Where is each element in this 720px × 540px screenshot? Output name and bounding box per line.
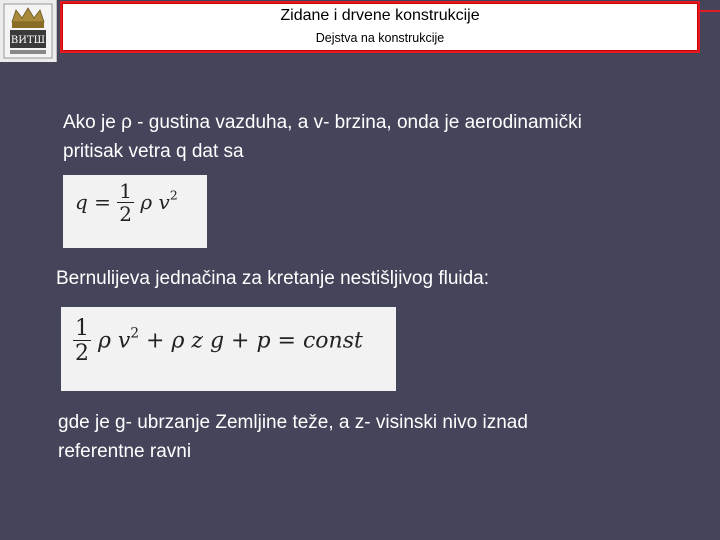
formula1-denominator: 2 [119,202,133,226]
formula1-equals: = [94,190,111,214]
formula1-lhs: q [75,190,88,214]
paragraph-3-line-2: referentne ravni [58,441,192,462]
paragraph-1-line-1: Ako je ρ - gustina vazduha, a v- brzina, onda je aerodinamički [63,112,582,133]
formula-bernoulli [61,307,396,391]
formula-dynamic-pressure [63,175,207,248]
formula1-fraction [117,181,134,226]
paragraph-2: Bernulijeva jednačina za kretanje nestišljivog fluida: [56,268,490,289]
paragraph-3-line-1: gde je g- ubrzanje Zemljine teže, a z- visinski nivo iznad [58,412,528,433]
formula2-rho-v: ρ v [98,328,131,354]
formula2-exponent: 2 [130,325,140,342]
svg-text:ВИТШ: ВИТШ [10,35,46,46]
formula1-exponent: 2 [169,187,178,203]
formula1-numerator: 1 [119,179,133,203]
page-subtitle: Dejstva na konstrukcije [315,31,445,45]
header-banner [60,1,700,53]
formula2-remainder: + ρ z g + p = const [139,328,363,354]
crown-icon [0,0,56,62]
formula1-rho-v: ρ v [140,190,170,214]
paragraph-1-line-2: pritisak vetra q dat sa [63,141,244,162]
page-title: Zidane i drvene konstrukcije [280,7,480,24]
formula2-fraction [73,317,91,366]
formula2-denominator: 2 [75,341,89,367]
logo [0,0,57,62]
formula2-numerator: 1 [75,316,89,341]
header-accent-line [698,10,720,12]
